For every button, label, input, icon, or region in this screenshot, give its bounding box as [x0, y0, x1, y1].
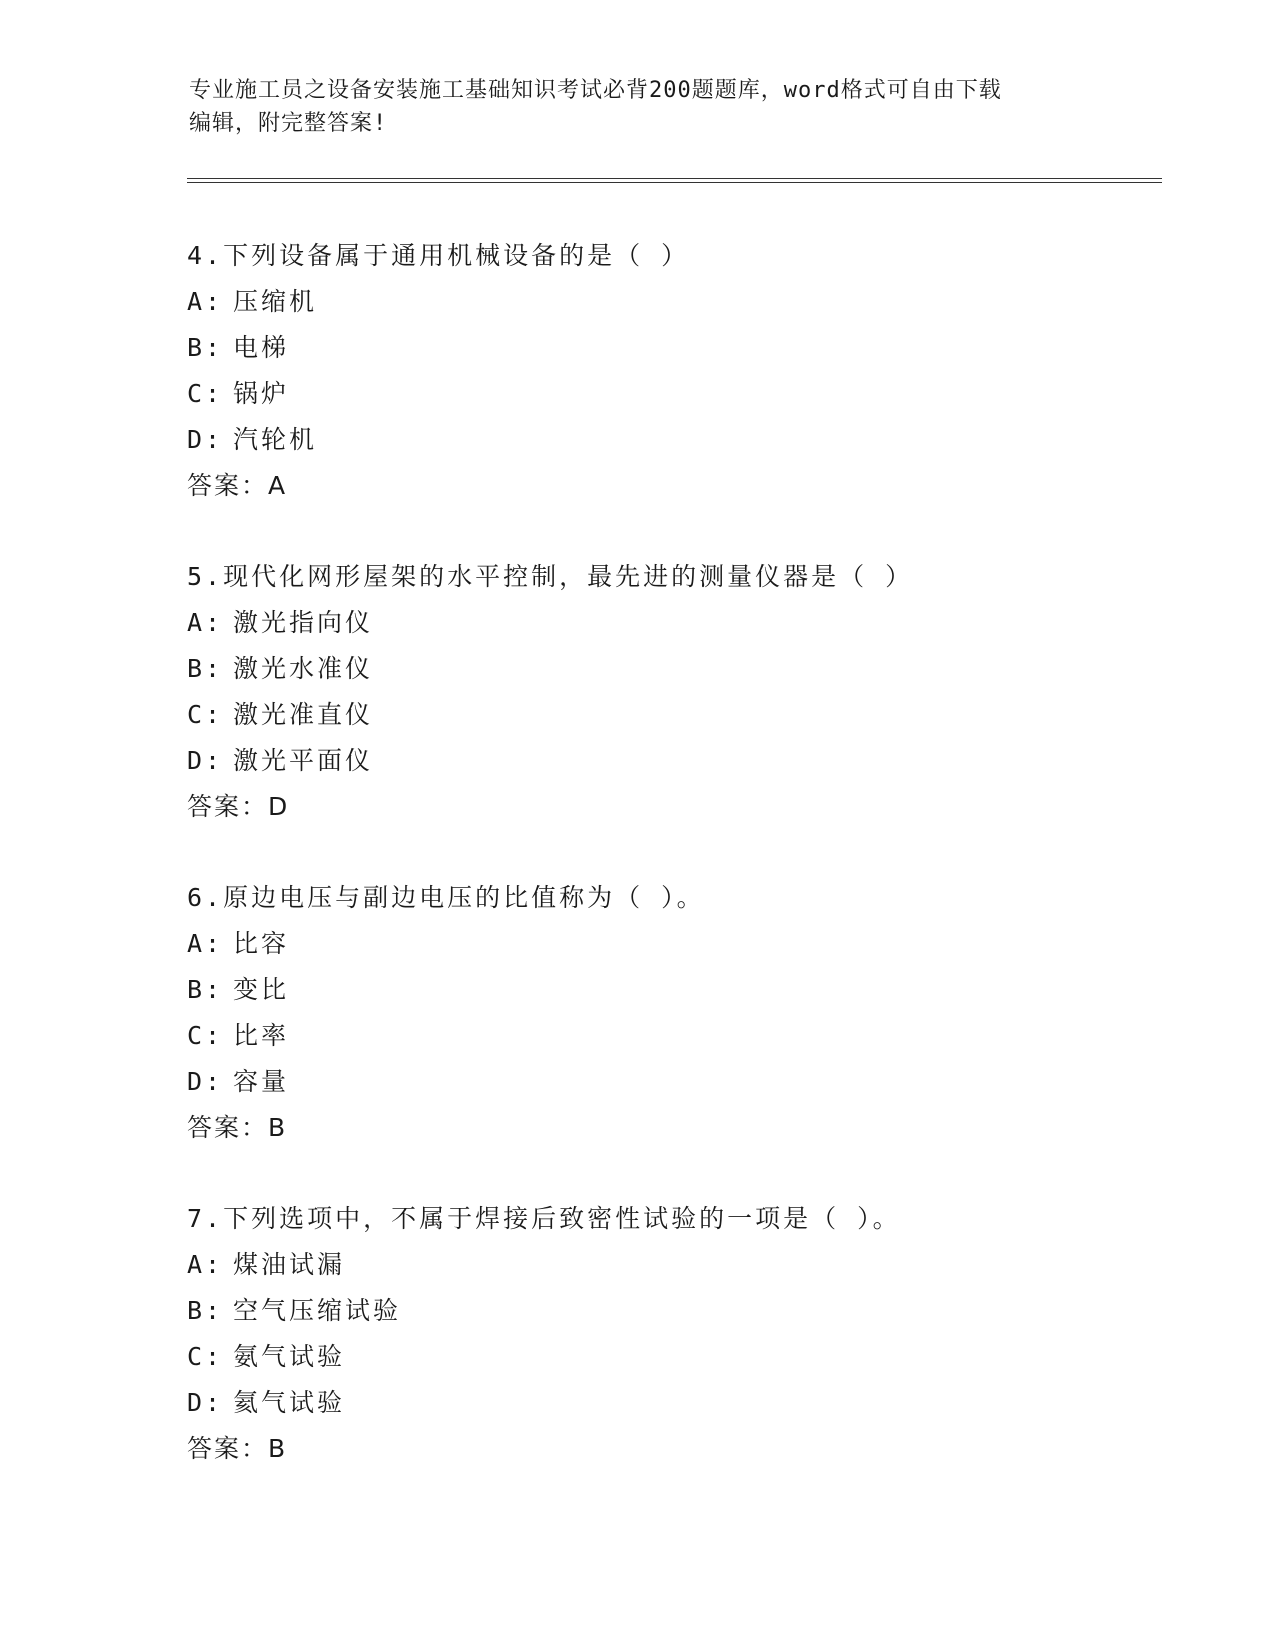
- question-stem: 6.原边电压与副边电压的比值称为（ ）。: [187, 883, 705, 912]
- option-a: [187, 921, 1167, 967]
- option-letter: B:: [187, 1296, 224, 1325]
- option-letter: D:: [187, 1067, 224, 1096]
- option-text: 变比: [233, 975, 290, 1004]
- option-text: 激光水准仪: [233, 654, 374, 683]
- option-letter: B:: [187, 654, 224, 683]
- option-a: [187, 279, 1167, 325]
- option-text: 激光平面仪: [233, 746, 374, 775]
- option-letter: A:: [187, 929, 224, 958]
- option-text: 激光指向仪: [233, 608, 374, 637]
- option-text: 比容: [233, 929, 290, 958]
- option-a: [187, 600, 1167, 646]
- header-title-line-1: 专业施工员之设备安装施工基础知识考试必背200题题库，word格式可自由下载: [189, 78, 1002, 103]
- option-d: [187, 417, 1167, 463]
- option-letter: A:: [187, 608, 224, 637]
- option-text: 容量: [233, 1067, 290, 1096]
- option-c: [187, 692, 1167, 738]
- option-letter: C:: [187, 1021, 224, 1050]
- option-b: [187, 967, 1167, 1013]
- option-b: [187, 646, 1167, 692]
- option-text: 空气压缩试验: [233, 1296, 402, 1325]
- option-letter: A:: [187, 1250, 224, 1279]
- option-letter: D:: [187, 1388, 224, 1417]
- option-b: [187, 1288, 1167, 1334]
- option-text: 汽轮机: [233, 425, 318, 454]
- option-c: [187, 1334, 1167, 1380]
- option-letter: D:: [187, 746, 224, 775]
- option-text: 激光准直仪: [233, 700, 374, 729]
- question-answer: 答案：A: [187, 471, 288, 500]
- question-answer: 答案：D: [187, 792, 290, 821]
- document-header: [189, 74, 1089, 140]
- question-stem: 5.现代化网形屋架的水平控制，最先进的测量仪器是（ ）: [187, 562, 914, 591]
- question-stem: 7.下列选项中，不属于焊接后致密性试验的一项是（ ）。: [187, 1204, 901, 1233]
- question-answer: 答案：B: [187, 1434, 288, 1463]
- option-d: [187, 1380, 1167, 1426]
- header-divider-top: [187, 178, 1162, 179]
- question-answer: 答案：B: [187, 1113, 288, 1142]
- option-text: 比率: [233, 1021, 290, 1050]
- option-text: 压缩机: [233, 287, 318, 316]
- question-stem: 4.下列设备属于通用机械设备的是（ ）: [187, 241, 690, 270]
- option-letter: B:: [187, 333, 224, 362]
- option-letter: A:: [187, 287, 224, 316]
- option-d: [187, 738, 1167, 784]
- option-text: 氨气试验: [233, 1342, 346, 1371]
- option-letter: D:: [187, 425, 224, 454]
- option-c: [187, 1013, 1167, 1059]
- header-divider-bottom: [187, 182, 1162, 183]
- option-b: [187, 325, 1167, 371]
- option-text: 煤油试漏: [233, 1250, 346, 1279]
- option-letter: B:: [187, 975, 224, 1004]
- question-block: [187, 233, 1167, 509]
- question-block: [187, 875, 1167, 1151]
- option-a: [187, 1242, 1167, 1288]
- option-letter: C:: [187, 1342, 224, 1371]
- question-block: [187, 1196, 1167, 1472]
- option-letter: C:: [187, 700, 224, 729]
- option-text: 锅炉: [233, 379, 290, 408]
- option-c: [187, 371, 1167, 417]
- option-text: 电梯: [233, 333, 290, 362]
- option-d: [187, 1059, 1167, 1105]
- header-title-line-2: 编辑，附完整答案!: [189, 111, 388, 136]
- option-text: 氦气试验: [233, 1388, 346, 1417]
- question-block: [187, 554, 1167, 830]
- option-letter: C:: [187, 379, 224, 408]
